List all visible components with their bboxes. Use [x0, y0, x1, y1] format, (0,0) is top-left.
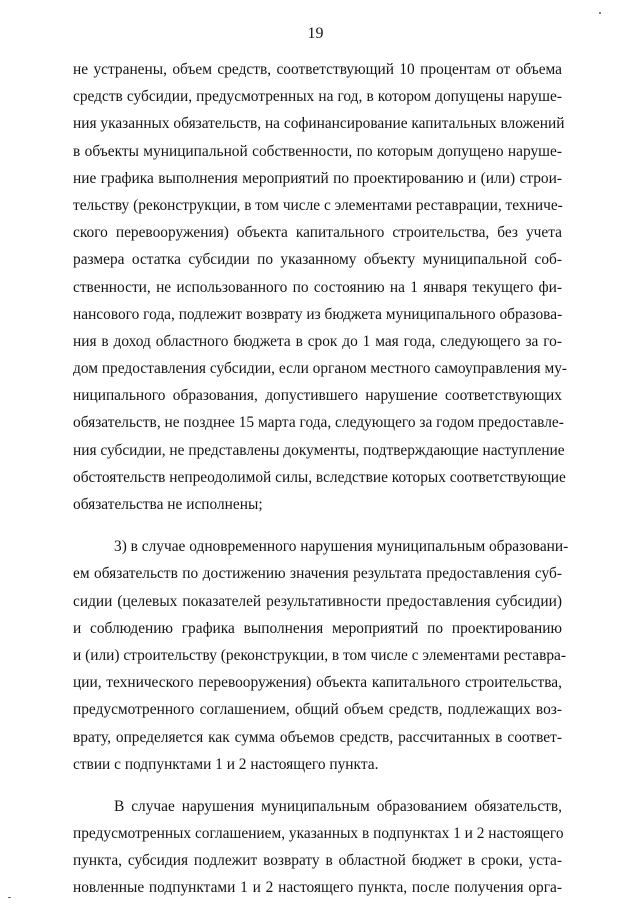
scan-speck [8, 897, 11, 898]
text-line: обязательств, не позднее 15 марта года, следующего за годом предоставле- [73, 414, 564, 432]
text-line: средств субсидии, предусмотренных на год, в котором допущены наруше- [73, 88, 562, 106]
text-line: дом предоставления субсидии, если органом местного самоуправления му- [73, 360, 568, 378]
paragraph-gap [73, 518, 562, 533]
text-line: не устранены, объем средств, соответствующий 10 процентам от объема [73, 61, 562, 78]
text-line: предусмотренных соглашением, указанных в подпунктах 1 и 2 настоящего [73, 825, 564, 843]
text-line: ния субсидии, не представлены документы, подтверждающие наступление [73, 441, 565, 459]
text-line: ем обязательств по достижению значения результата предоставления суб- [73, 565, 562, 583]
text-line: врату, определяется как сумма объемов средств, рассчитанных в соответ- [73, 728, 562, 746]
scan-speck [599, 12, 601, 14]
text-line: ствии с подпунктами 1 и 2 настоящего пункта. [73, 755, 379, 773]
text-line: пункта, субсидия подлежит возврату в областной бюджет в сроки, уста- [73, 852, 562, 870]
text-line: ского перевооружения) объекта капитального строительства, без учета [73, 224, 562, 242]
text-line: размера остатка субсидии по указанному объекту муниципальной соб- [73, 251, 562, 269]
text-line: и (или) строительству (реконструкции, в том числе с элементами реставра- [73, 646, 566, 664]
text-line: обстоятельств непреодолимой силы, вследствие которых соответствующие [73, 468, 566, 486]
text-line: сидии (целевых показателей результативности предоставления субсидии) [73, 592, 562, 610]
text-line: ния в доход областного бюджета в срок до 1 мая года, следующего за го- [73, 332, 562, 350]
text-line: предусмотренного соглашением, общий объем средств, подлежащих воз- [73, 701, 562, 719]
text-line: ции, технического перевооружения) объекта капитального строительства, [73, 674, 562, 692]
text-line: 3) в случае одновременного нарушения муниципальным образовани- [114, 538, 569, 556]
text-line: нансового года, подлежит возврату из бюджета муниципального образова- [73, 305, 563, 323]
text-line: тельству (реконструкции, в том числе с элементами реставрации, техниче- [73, 196, 563, 214]
paragraph-gap [73, 778, 562, 793]
text-line: новленные подпунктами 1 и 2 настоящего пункта, после получения орга- [73, 879, 562, 897]
text-line: обязательства не исполнены; [73, 496, 263, 513]
text-line: ния указанных обязательств, на софинансирование капитальных вложений [73, 115, 565, 133]
text-line: ниципального образования, допустившего нарушение соответствующих [73, 387, 562, 405]
text-line: ственности, не использованного по состоянию на 1 января текущего фи- [73, 278, 562, 296]
text-line: В случае нарушения муниципальным образованием обязательств, [114, 797, 562, 815]
text-line: и соблюдению графика выполнения мероприятий по проектированию [73, 619, 562, 637]
page-number: 19 [307, 25, 324, 42]
text-line: в объекты муниципальной собственности, по которым допущено наруше- [73, 142, 562, 160]
text-line: ние графика выполнения мероприятий по проектированию и (или) строи- [73, 169, 562, 187]
document-body [73, 56, 569, 902]
